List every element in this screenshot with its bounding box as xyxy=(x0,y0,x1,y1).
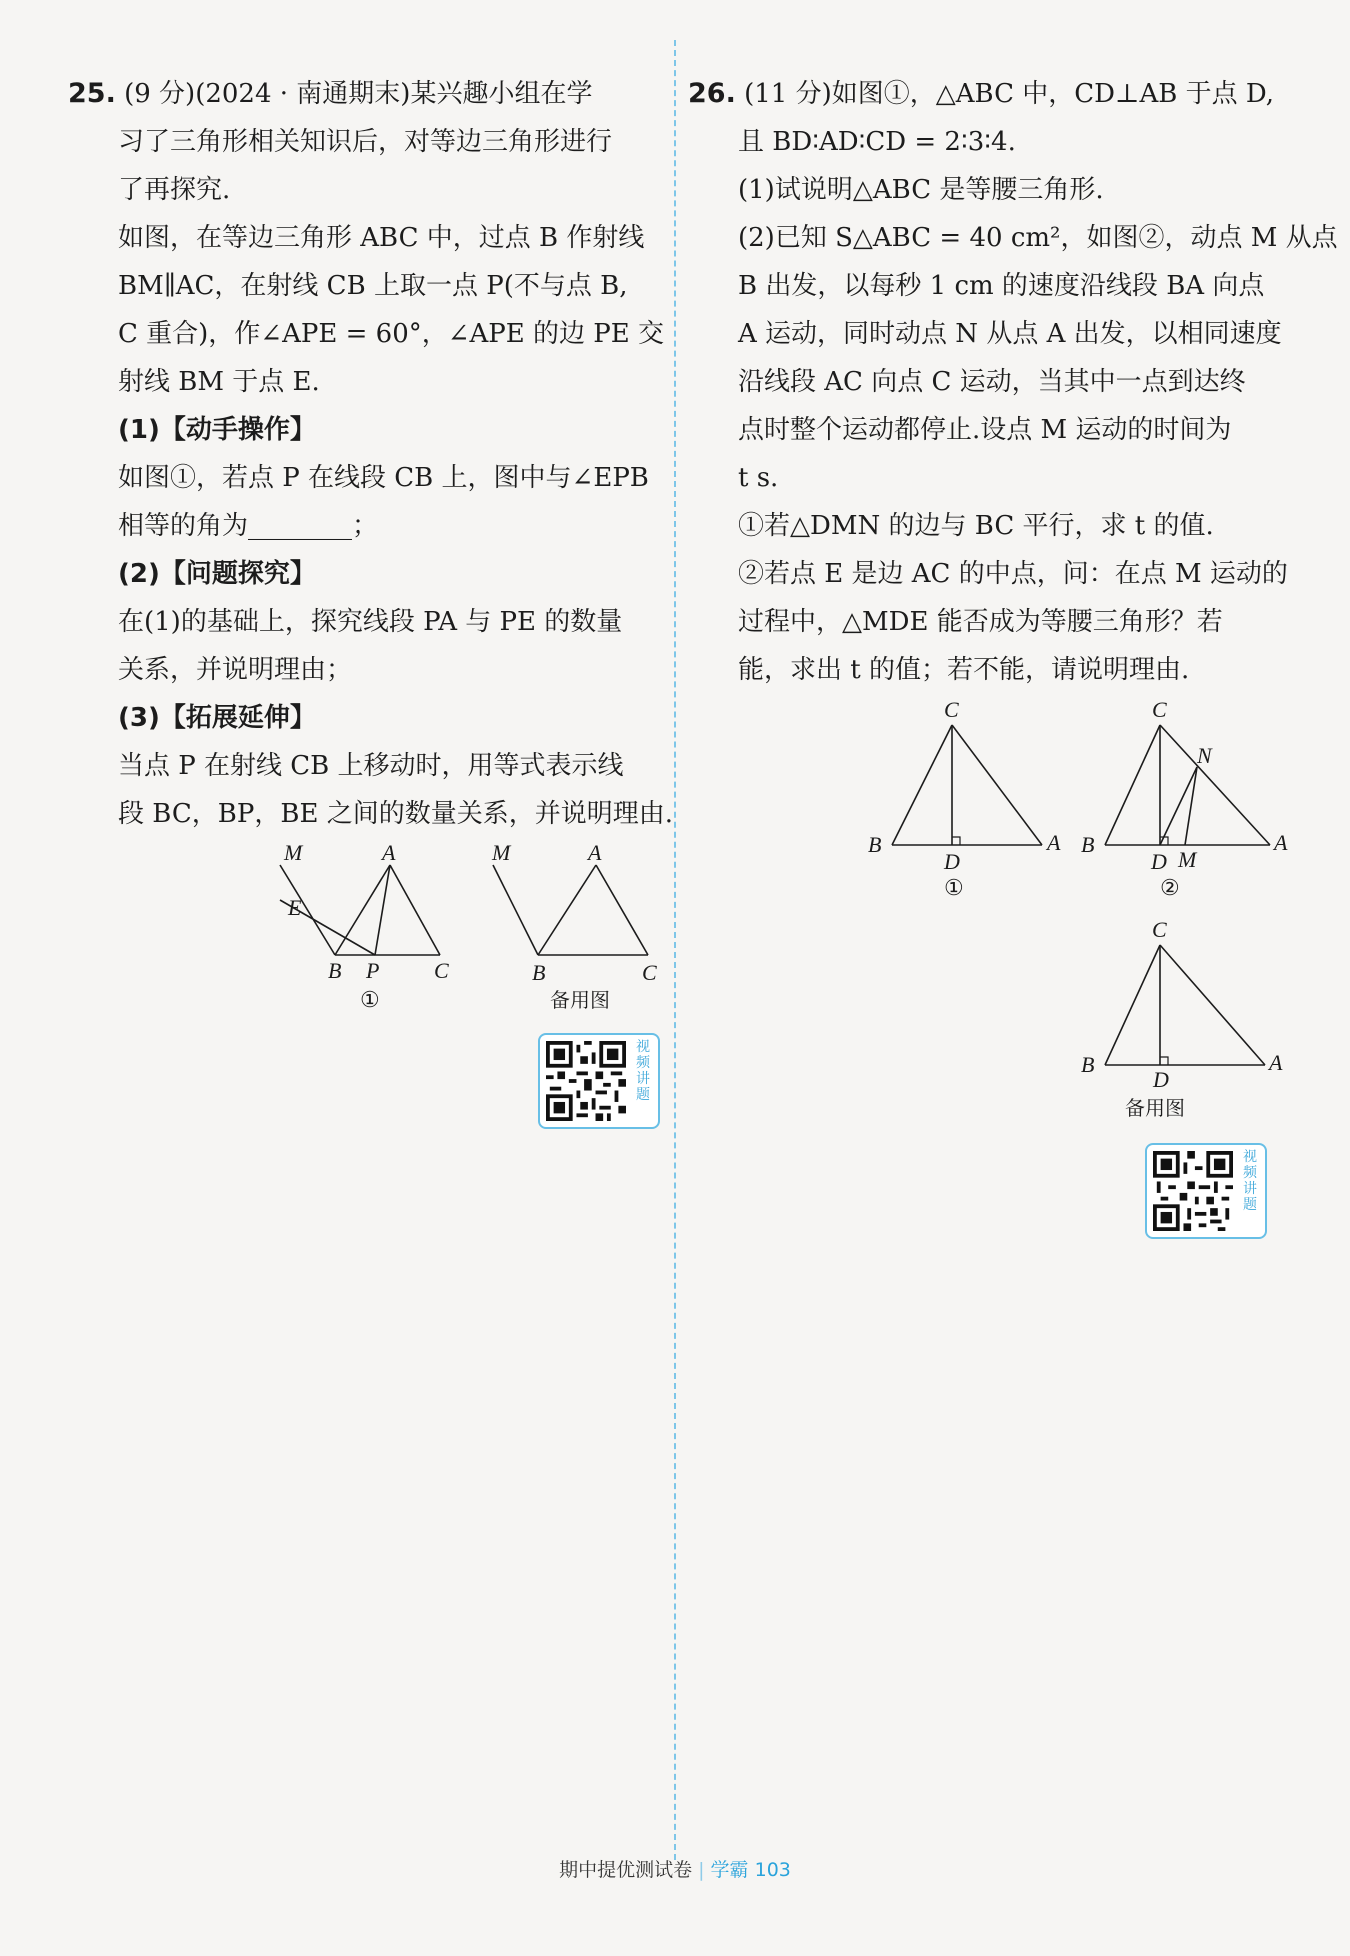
q26-qr-label: 视频讲题 xyxy=(1243,1149,1257,1213)
q26-line-4: (2)已知 S△ABC = 40 cm²，如图②，动点 M 从点 xyxy=(738,223,1338,253)
q26-video-qr-code[interactable] xyxy=(1145,1143,1267,1239)
q26-fig3-label-C: C xyxy=(1152,917,1167,942)
q25-fig2-label-A: A xyxy=(588,840,602,865)
q25-part-1-heading: (1)【动手操作】 xyxy=(118,415,316,445)
q25-line-9: 如图①，若点 P 在线段 CB 上，图中与∠EPB xyxy=(118,463,649,493)
qr-code-icon xyxy=(546,1041,626,1121)
page-number: 103 xyxy=(754,1859,791,1881)
q25-fig2-label-B: B xyxy=(532,960,546,985)
q26-fig1-label-C: C xyxy=(944,697,959,722)
q26-line-10: ①若△DMN 的边与 BC 平行，求 t 的值. xyxy=(738,511,1214,541)
q25-line-7: 射线 BM 于点 E. xyxy=(118,367,320,397)
q25-line-15: 当点 P 在射线 CB 上移动时，用等式表示线 xyxy=(118,751,624,781)
q26-fig1-label-A: A xyxy=(1047,830,1061,855)
column-divider xyxy=(674,40,676,1860)
q25-video-qr-code[interactable] xyxy=(538,1033,660,1129)
q25-fig2-label-M: M xyxy=(492,840,511,865)
q25-fig1-label-B: B xyxy=(328,958,342,983)
q26-line-9: t s. xyxy=(738,463,779,493)
q26-line-8: 点时整个运动都停止.设点 M 运动的时间为 xyxy=(738,415,1232,445)
q26-figure-1 xyxy=(862,695,1072,905)
q26-line-13: 能，求出 t 的值；若不能，请说明理由. xyxy=(738,655,1190,685)
q25-fig2-caption: 备用图 xyxy=(550,988,610,1012)
q25-fig1-label-C: C xyxy=(434,958,449,983)
q26-line-12: 过程中，△MDE 能否成为等腰三角形？若 xyxy=(738,607,1223,637)
q25-part-3-heading: (3)【拓展延伸】 xyxy=(118,703,316,733)
q26-fig3-label-D: D xyxy=(1153,1067,1169,1092)
q25-figure-spare xyxy=(488,840,668,1015)
footer-brand: 学霸 xyxy=(710,1859,749,1881)
q26-fig3-label-B: B xyxy=(1081,1052,1095,1077)
q25-fig1-label-M: M xyxy=(284,840,303,865)
q26-line-3: (1)试说明△ABC 是等腰三角形. xyxy=(738,175,1104,205)
q25-number: 25. xyxy=(68,78,116,109)
q26-fig3-label-A: A xyxy=(1269,1050,1283,1075)
q26-line-2: 且 BD∶AD∶CD = 2∶3∶4. xyxy=(738,127,1016,157)
q26-line-1: 26. (11 分)如图①，△ABC 中，CD⊥AB 于点 D, xyxy=(688,78,1275,109)
q26-figure-spare xyxy=(1075,915,1290,1130)
q25-line-4: 如图，在等边三角形 ABC 中，过点 B 作射线 xyxy=(118,223,645,253)
q25-figure-1 xyxy=(270,840,470,1015)
q25-line-3: 了再探究. xyxy=(118,175,231,205)
q26-number: 26. xyxy=(688,78,736,109)
footer-title: 期中提优测试卷 xyxy=(559,1859,693,1881)
q25-part-2-heading: (2)【问题探究】 xyxy=(118,559,316,589)
q25-fig1-caption: ① xyxy=(360,987,380,1012)
q25-line-10: 相等的角为________； xyxy=(118,511,379,541)
q26-fig2-label-C: C xyxy=(1152,697,1167,722)
q25-fig1-label-P: P xyxy=(366,958,380,983)
q26-fig2-label-A: A xyxy=(1274,830,1288,855)
q25-line-1: 25. (9 分)(2024 · 南通期末)某兴趣小组在学 xyxy=(68,78,593,109)
q26-line-7: 沿线段 AC 向点 C 运动，当其中一点到达终 xyxy=(738,367,1246,397)
q25-qr-label: 视频讲题 xyxy=(636,1039,650,1103)
q25-line-13: 关系，并说明理由； xyxy=(118,655,353,685)
q25-fig1-label-E: E xyxy=(288,895,302,920)
q26-fig2-label-B: B xyxy=(1081,832,1095,857)
q26-fig3-caption: 备用图 xyxy=(1125,1096,1185,1120)
q26-fig1-label-B: B xyxy=(868,832,882,857)
q25-line-6: C 重合)，作∠APE = 60°，∠APE 的边 PE 交 xyxy=(118,319,665,349)
q26-fig2-label-D: D xyxy=(1151,849,1167,874)
q25-fig1-label-A: A xyxy=(382,840,396,865)
question-26 xyxy=(688,70,1338,694)
q25-line-12: 在(1)的基础上，探究线段 PA 与 PE 的数量 xyxy=(118,607,623,637)
q25-line-16: 段 BC，BP，BE 之间的数量关系，并说明理由. xyxy=(118,799,673,829)
page-footer: 期中提优测试卷 | 学霸 103 xyxy=(559,1859,791,1881)
q26-line-6: A 运动，同时动点 N 从点 A 出发，以相同速度 xyxy=(738,319,1282,349)
q26-fig2-label-N: N xyxy=(1197,743,1212,768)
q25-line-5: BM∥AC，在射线 CB 上取一点 P(不与点 B, xyxy=(118,271,628,301)
q25-fig2-label-C: C xyxy=(642,960,657,985)
q26-figure-2 xyxy=(1075,695,1288,905)
qr-code-icon xyxy=(1153,1151,1233,1231)
q26-fig2-caption: ② xyxy=(1160,875,1180,900)
q26-fig1-caption: ① xyxy=(944,875,964,900)
question-25 xyxy=(68,70,673,838)
q26-fig2-label-M: M xyxy=(1178,847,1197,872)
q26-line-11: ②若点 E 是边 AC 的中点，问：在点 M 运动的 xyxy=(738,559,1288,589)
q25-line-2: 习了三角形相关知识后，对等边三角形进行 xyxy=(118,127,613,157)
q26-line-5: B 出发，以每秒 1 cm 的速度沿线段 BA 向点 xyxy=(738,271,1265,301)
q26-fig1-label-D: D xyxy=(944,849,960,874)
